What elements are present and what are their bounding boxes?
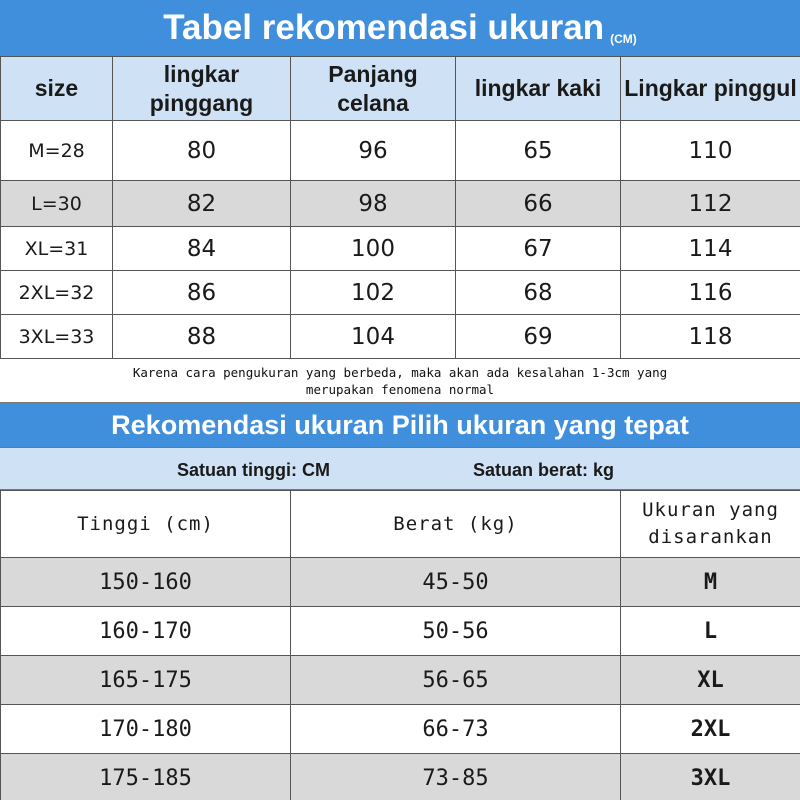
- weight-cell: 66-73: [291, 705, 621, 754]
- note-line: Karena cara pengukuran yang berbeda, maka akan ada kesalahan 1-3cm yang: [132, 365, 668, 380]
- size-cell: 3XL=33: [1, 315, 113, 359]
- header-leg: lingkar kaki: [456, 57, 621, 121]
- weight-cell: 56-65: [291, 656, 621, 705]
- leg-cell: 66: [456, 181, 621, 227]
- note-line: merupakan fenomena normal: [305, 382, 495, 397]
- leg-cell: 68: [456, 271, 621, 315]
- weight-cell: 45-50: [291, 558, 621, 607]
- height-cell: 175-185: [1, 754, 291, 800]
- table-row: [1, 271, 800, 315]
- height-cell: 150-160: [1, 558, 291, 607]
- recommendation-title-bar: [0, 402, 800, 447]
- size-chart-header-row: [1, 57, 800, 121]
- leg-cell: 65: [456, 121, 621, 181]
- recommended-size-cell: L: [621, 607, 800, 656]
- size-cell: XL=31: [1, 227, 113, 271]
- table-row: [1, 656, 800, 705]
- length-cell: 104: [291, 315, 456, 359]
- size-chart-title: Tabel rekomendasi ukuran: [163, 8, 605, 47]
- waist-cell: 88: [113, 315, 291, 359]
- header-hip: Lingkar pinggul: [621, 57, 800, 121]
- length-cell: 102: [291, 271, 456, 315]
- waist-cell: 84: [113, 227, 291, 271]
- length-cell: 100: [291, 227, 456, 271]
- recommended-size-cell: 3XL: [621, 754, 800, 800]
- measurement-note: [0, 358, 800, 402]
- hip-cell: 114: [621, 227, 800, 271]
- hip-cell: 112: [621, 181, 800, 227]
- size-cell: 2XL=32: [1, 271, 113, 315]
- recommended-size-cell: 2XL: [621, 705, 800, 754]
- height-cell: 170-180: [1, 705, 291, 754]
- header-weight: Berat (kg): [291, 491, 621, 558]
- hip-cell: 110: [621, 121, 800, 181]
- height-unit-label: Satuan tinggi: CM: [177, 460, 330, 480]
- leg-cell: 67: [456, 227, 621, 271]
- hip-cell: 118: [621, 315, 800, 359]
- table-row: [1, 754, 800, 800]
- size-cell: M=28: [1, 121, 113, 181]
- waist-cell: 82: [113, 181, 291, 227]
- header-waist: lingkar pinggang: [113, 57, 291, 121]
- units-row: [0, 447, 800, 490]
- recommendation-table: [0, 490, 800, 800]
- table-row: [1, 181, 800, 227]
- header-length: Panjang celana: [291, 57, 456, 121]
- size-cell: L=30: [1, 181, 113, 227]
- table-row: [1, 607, 800, 656]
- weight-cell: 50-56: [291, 607, 621, 656]
- length-cell: 98: [291, 181, 456, 227]
- table-row: [1, 121, 800, 181]
- weight-unit-label: Satuan berat: kg: [473, 460, 615, 480]
- header-recommended-size: Ukuran yang disarankan: [621, 491, 800, 558]
- height-cell: 165-175: [1, 656, 291, 705]
- header-size: size: [1, 57, 113, 121]
- size-chart-unit: (CM): [610, 32, 637, 46]
- hip-cell: 116: [621, 271, 800, 315]
- recommended-size-cell: M: [621, 558, 800, 607]
- height-cell: 160-170: [1, 607, 291, 656]
- waist-cell: 86: [113, 271, 291, 315]
- table-row: [1, 558, 800, 607]
- size-chart-title-bar: [0, 0, 800, 56]
- table-row: [1, 227, 800, 271]
- table-row: [1, 315, 800, 359]
- waist-cell: 80: [113, 121, 291, 181]
- header-height: Tinggi (cm): [1, 491, 291, 558]
- length-cell: 96: [291, 121, 456, 181]
- leg-cell: 69: [456, 315, 621, 359]
- recommendation-title: Rekomendasi ukuran Pilih ukuran yang tepat: [111, 409, 689, 440]
- weight-cell: 73-85: [291, 754, 621, 800]
- recommendation-header-row: [1, 491, 800, 558]
- recommended-size-cell: XL: [621, 656, 800, 705]
- size-chart-table: [0, 56, 800, 359]
- table-row: [1, 705, 800, 754]
